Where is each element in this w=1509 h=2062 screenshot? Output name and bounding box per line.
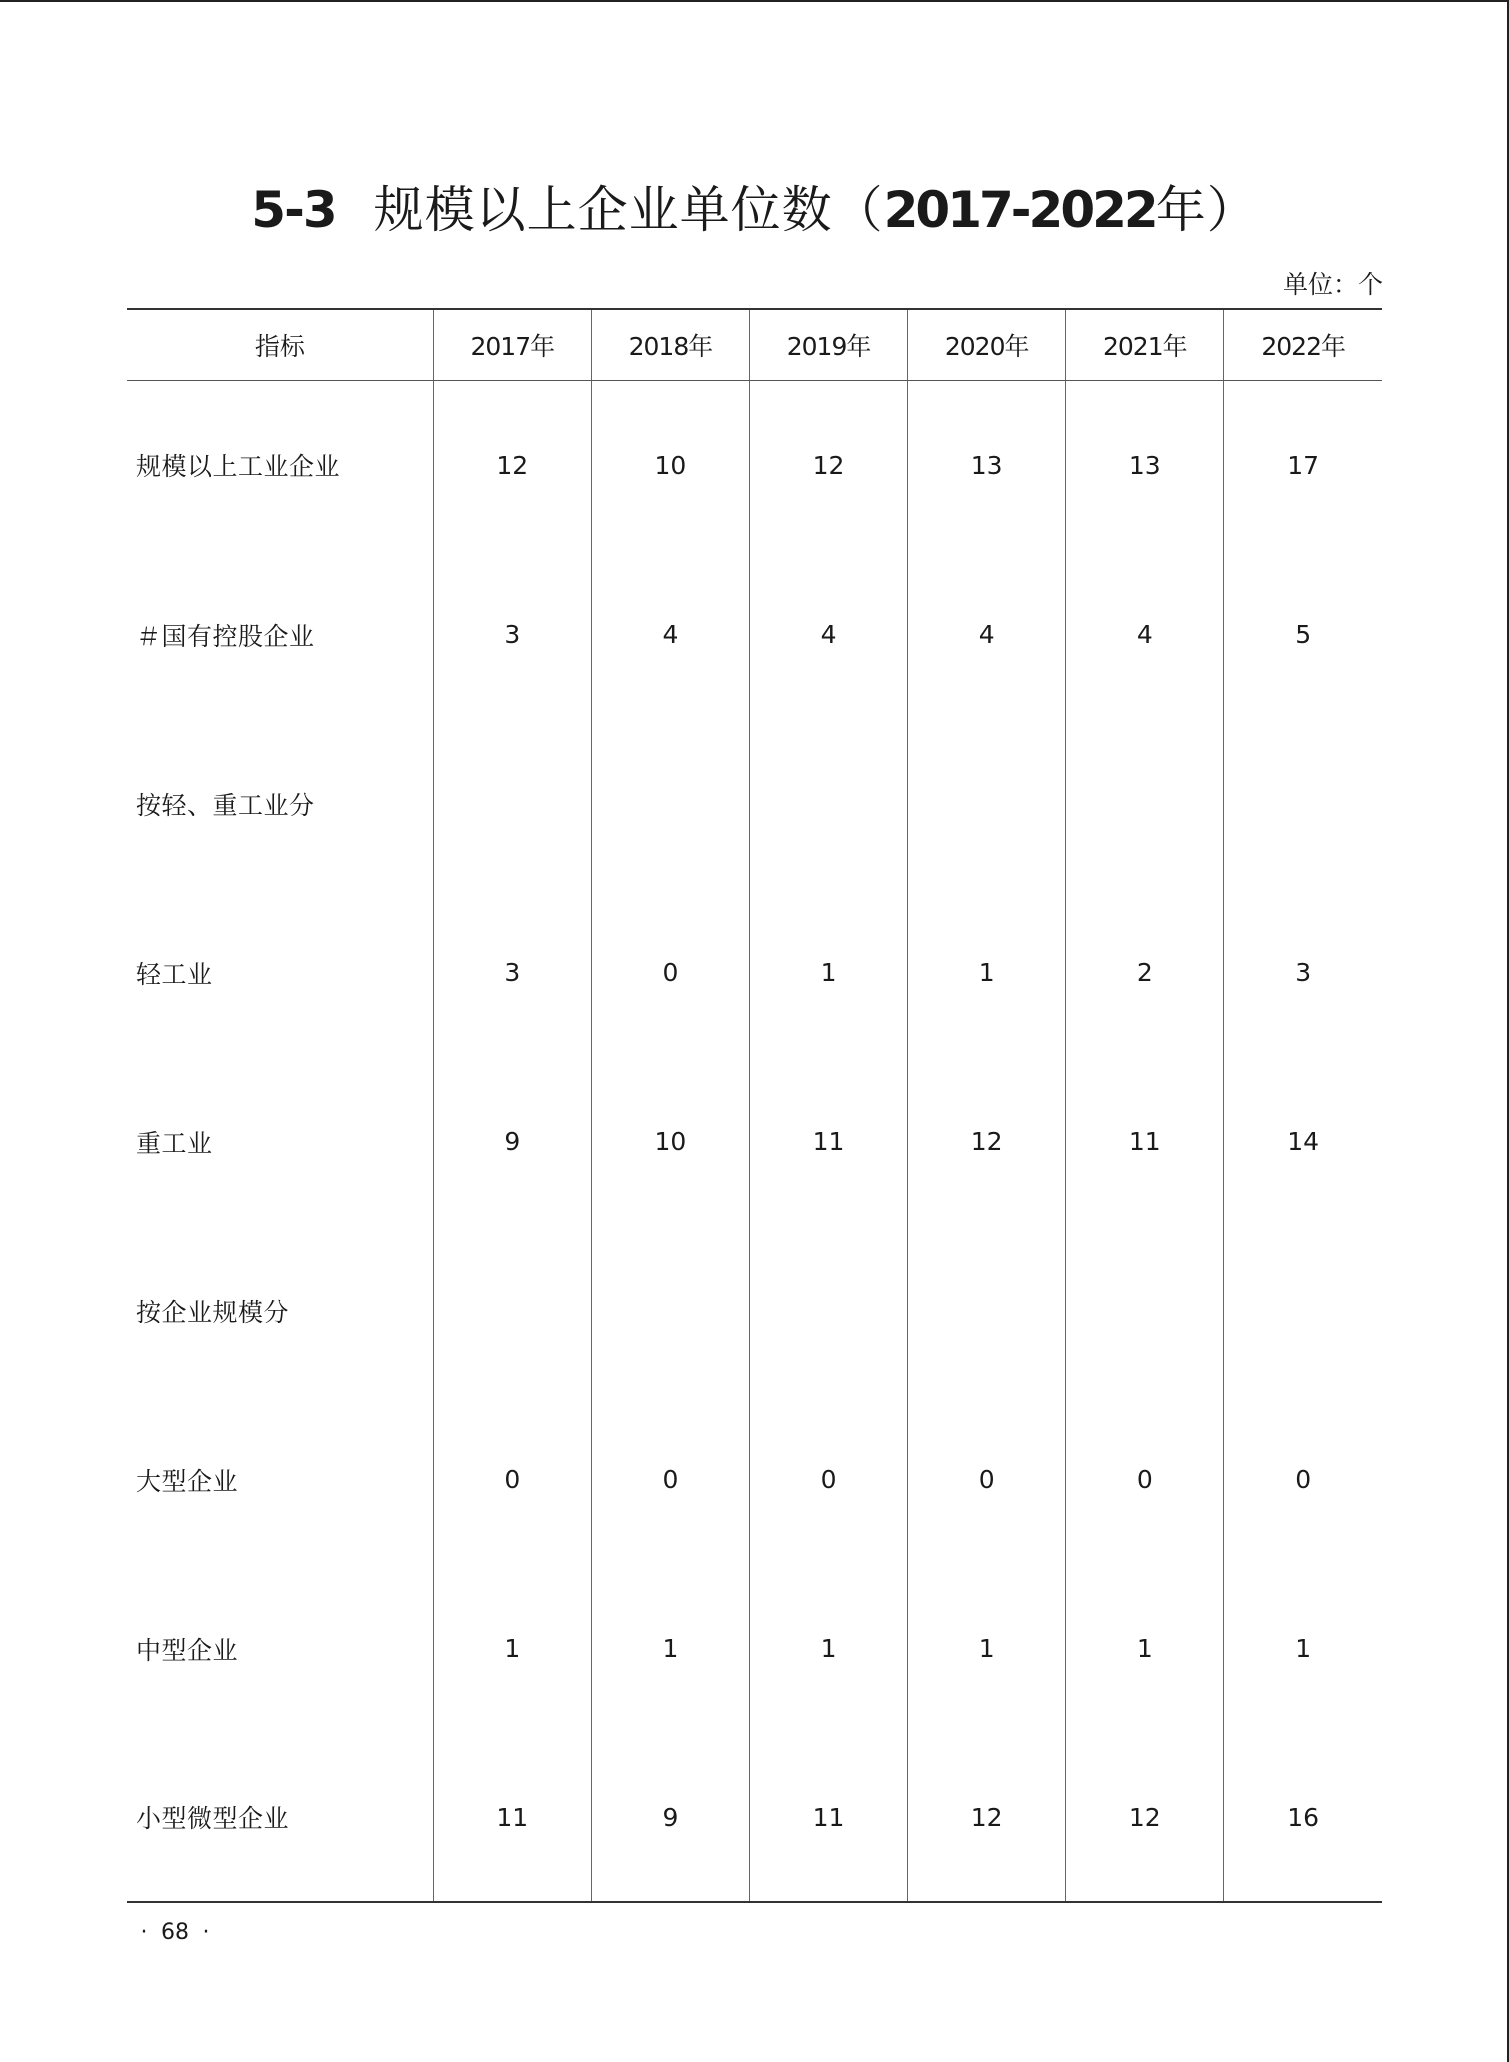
table-row [127, 1395, 1382, 1564]
table-cell: 4 [1066, 550, 1224, 719]
table-cell [1066, 719, 1224, 888]
table-cell: 10 [591, 1057, 749, 1226]
table-cell: 12 [908, 1057, 1066, 1226]
title-years: 2017-2022 [883, 181, 1156, 239]
table-cell: 10 [591, 380, 749, 550]
table-cell [1066, 1226, 1224, 1395]
row-label: 规模以上工业企业 [136, 452, 341, 482]
table-cell: 11 [433, 1733, 591, 1902]
table-row [127, 1564, 1382, 1733]
row-label: 大型企业 [136, 1466, 239, 1496]
unit-label: 单位：个 [1282, 270, 1383, 299]
table-cell: 12 [1066, 1733, 1224, 1902]
page-title [0, 178, 1509, 242]
table-cell [591, 719, 749, 888]
footer-left-dot: · [140, 1920, 148, 1945]
table-row [127, 550, 1382, 719]
column-header-indicator: 指标 [127, 309, 433, 380]
table-cell: 1 [591, 1564, 749, 1733]
table-cell [749, 1226, 907, 1395]
table-cell: 12 [908, 1733, 1066, 1902]
table-cell: 9 [591, 1733, 749, 1902]
table-cell [749, 719, 907, 888]
row-label: 小型微型企业 [127, 1733, 433, 1902]
row-label: 中型企业 [136, 1635, 239, 1665]
column-header-2018: 2018年 [591, 309, 749, 380]
page-number: 68 [161, 1920, 189, 1945]
title-text: 规模以上企业单位数（ [373, 181, 884, 239]
table-cell: 4 [749, 550, 907, 719]
row-label: ＃国有控股企业 [136, 621, 315, 651]
table-cell: 11 [1066, 1057, 1224, 1226]
table-row [127, 719, 1382, 888]
table-cell [591, 1226, 749, 1395]
table-row [127, 1733, 1382, 1902]
table-cell: 0 [591, 888, 749, 1057]
column-header-2022: 2022年 [1224, 309, 1382, 380]
column-header-2020: 2020年 [908, 309, 1066, 380]
table-row [127, 888, 1382, 1057]
table-cell: 1 [908, 888, 1066, 1057]
table-cell: 0 [908, 1395, 1066, 1564]
footer-right-dot: · [202, 1920, 210, 1945]
table-cell: 3 [1224, 888, 1382, 1057]
table-cell: 0 [1066, 1395, 1224, 1564]
table-cell: 1 [749, 888, 907, 1057]
table-cell [1224, 1226, 1382, 1395]
table-cell: 13 [908, 380, 1066, 550]
table-cell: 14 [1224, 1057, 1382, 1226]
table-cell [433, 1226, 591, 1395]
table-cell: 12 [433, 380, 591, 550]
title-suffix: 年） [1155, 181, 1258, 239]
data-table [127, 308, 1382, 1903]
row-label: 按轻、重工业分 [136, 790, 315, 820]
column-header-2021: 2021年 [1066, 309, 1224, 380]
page-border-top [0, 0, 1509, 2]
column-header-2017: 2017年 [433, 309, 591, 380]
table-cell: 11 [749, 1057, 907, 1226]
table-number: 5-3 [251, 181, 336, 239]
table-cell [908, 1226, 1066, 1395]
table-cell: 13 [1066, 380, 1224, 550]
column-header-2019: 2019年 [749, 309, 907, 380]
table-cell: 0 [591, 1395, 749, 1564]
table-cell: 3 [433, 888, 591, 1057]
table-cell: 0 [1224, 1395, 1382, 1564]
table-row [127, 1057, 1382, 1226]
table-row [127, 380, 1382, 550]
table-cell: 0 [749, 1395, 907, 1564]
table-cell: 17 [1224, 380, 1382, 550]
table-cell [908, 719, 1066, 888]
table-cell [433, 719, 591, 888]
table-cell: 16 [1224, 1733, 1382, 1902]
row-label: 按企业规模分 [136, 1297, 290, 1327]
table-cell: 5 [1224, 550, 1382, 719]
row-label: 重工业 [136, 1128, 213, 1158]
table-cell: 1 [908, 1564, 1066, 1733]
table-cell: 0 [433, 1395, 591, 1564]
table-header-row [127, 309, 1382, 380]
table-cell: 11 [749, 1733, 907, 1902]
table-cell: 1 [433, 1564, 591, 1733]
table-cell: 3 [433, 550, 591, 719]
table-row [127, 1226, 1382, 1395]
table-cell: 9 [433, 1057, 591, 1226]
table-cell: 1 [1066, 1564, 1224, 1733]
page-footer [127, 1918, 223, 1948]
table-cell: 12 [749, 380, 907, 550]
table-cell: 1 [749, 1564, 907, 1733]
table-cell: 4 [591, 550, 749, 719]
row-label: 轻工业 [136, 959, 213, 989]
table-cell [1224, 719, 1382, 888]
table-cell: 4 [908, 550, 1066, 719]
table-cell: 2 [1066, 888, 1224, 1057]
table-cell: 1 [1224, 1564, 1382, 1733]
